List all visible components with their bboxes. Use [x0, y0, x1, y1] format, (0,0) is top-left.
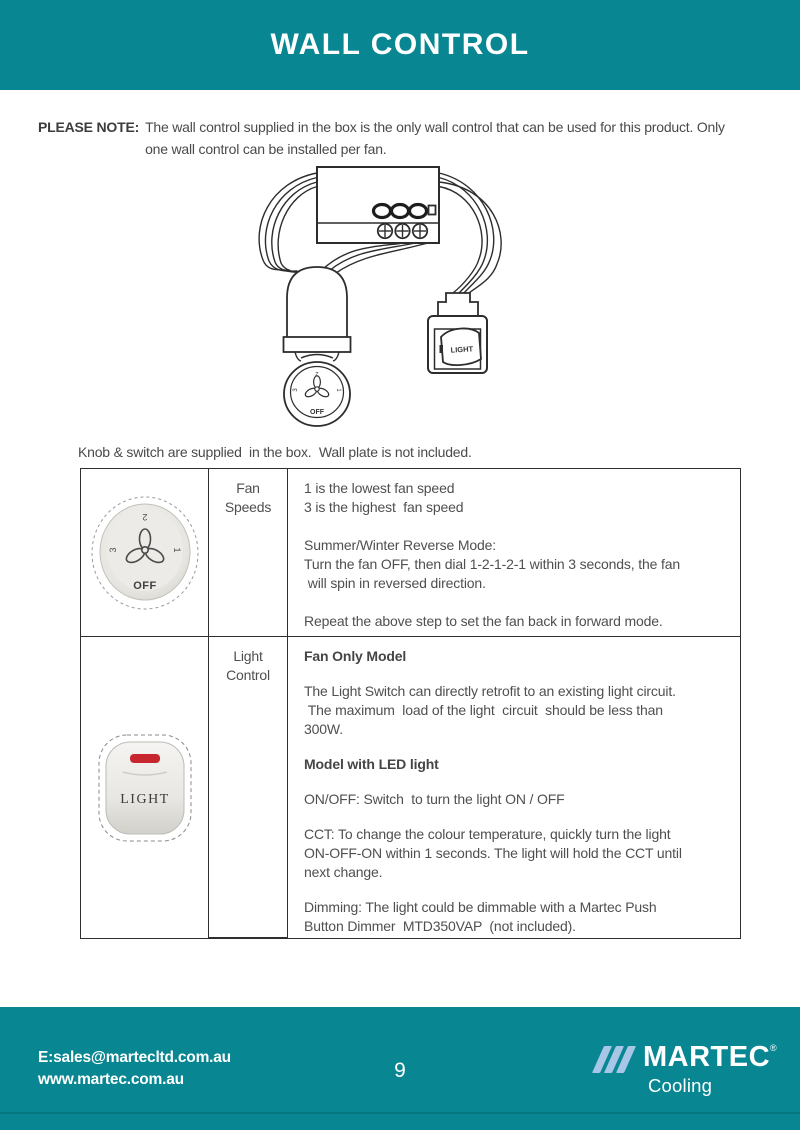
controller-box: [317, 167, 439, 243]
contact-email: E:sales@martecltd.com.au: [38, 1049, 231, 1066]
logo-slashes-icon: [598, 1046, 634, 1073]
light-control-label-cell: [209, 637, 288, 938]
paragraph: [304, 790, 730, 809]
row-label-line: Speeds: [224, 499, 272, 515]
text-line: ON-OFF-ON within 1 seconds. The light will hold the CCT until: [304, 845, 682, 861]
text-line: 300W.: [304, 721, 343, 737]
text-line: 1 is the lowest fan speed: [304, 480, 455, 496]
knob-speed-1: 1: [335, 388, 341, 392]
footer-band: [0, 1007, 800, 1130]
light-control-text-cell: [288, 637, 740, 938]
text-line: will spin in reversed direction.: [304, 575, 486, 591]
paragraph: [304, 825, 730, 882]
light-switch-image-cell: [81, 637, 209, 938]
control-spec-table: [80, 468, 741, 939]
text-line: The maximum load of the light circuit should be less than: [304, 702, 663, 718]
text-line: next change.: [304, 864, 383, 880]
section-heading: Model with LED light: [304, 756, 439, 772]
row-label-line: Control: [226, 667, 270, 683]
paragraph: [304, 536, 730, 593]
fan-knob-image-cell: [81, 469, 209, 637]
logo-subtitle: Cooling: [648, 1075, 713, 1096]
page-title: WALL CONTROL: [270, 28, 530, 61]
footer-divider: [0, 1112, 800, 1114]
switch-light-label: LIGHT: [119, 791, 170, 807]
note-line: The wall control supplied in the box is the only wall control that can be used for this product. Only: [145, 119, 725, 135]
paragraph: [304, 682, 730, 739]
text-line: ON/OFF: Switch to turn the light ON / OFF: [304, 791, 565, 807]
row-label-line: Fan: [236, 480, 260, 496]
martec-logo: [598, 1043, 778, 1097]
fan-knob-photo: [89, 494, 201, 612]
paragraph: [304, 479, 730, 517]
logo-brand-text: MARTEC: [643, 1041, 771, 1073]
knob-speed-3: 3: [107, 546, 118, 553]
page-number: 9: [394, 1059, 406, 1082]
knob-off-label: OFF: [310, 409, 324, 416]
text-line: Button Dimmer MTD350VAP (not included).: [304, 918, 576, 934]
note-label: PLEASE NOTE:: [38, 119, 140, 135]
fan-speeds-text-cell: [288, 469, 740, 637]
section-heading: Fan Only Model: [304, 648, 407, 664]
knob-speed-3: 3: [293, 388, 299, 392]
text-line: 3 is the highest fan speed: [304, 499, 464, 515]
switch-light-label: LIGHT: [450, 344, 474, 355]
wall-control-wiring-diagram: [250, 160, 552, 452]
text-line: Repeat the above step to set the fan back in forward mode.: [304, 613, 663, 629]
text-line: Summer/Winter Reverse Mode:: [304, 537, 497, 553]
supply-caption: Knob & switch are supplied in the box. Wall plate is not included.: [78, 444, 472, 460]
knob-speed-2: 2: [315, 370, 319, 376]
knob-speed-2: 2: [141, 511, 148, 522]
text-line: Turn the fan OFF, then dial 1-2-1-2-1 within 3 seconds, the fan: [304, 556, 681, 572]
note-text: [145, 116, 725, 160]
fan-speeds-label-cell: [209, 469, 288, 637]
please-note: [38, 116, 780, 160]
text-line: The Light Switch can directly retrofit to an existing light circuit.: [304, 683, 676, 699]
text-line: CCT: To change the colour temperature, quickly turn the light: [304, 826, 671, 842]
header-band: [0, 0, 800, 90]
contact-website: www.martec.com.au: [38, 1071, 184, 1088]
switch-indicator: [130, 754, 160, 763]
text-line: Dimming: The light could be dimmable with a Martec Push: [304, 899, 657, 915]
paragraph: [304, 898, 730, 936]
light-switch-drawing: [428, 293, 487, 373]
registered-mark: ®: [770, 1043, 777, 1053]
knob-off-label: OFF: [132, 579, 157, 592]
paragraph: [304, 612, 730, 631]
row-label-line: Light: [233, 648, 263, 664]
knob-speed-1: 1: [171, 546, 182, 553]
fan-speed-knob-drawing: [284, 267, 351, 426]
light-switch-photo: [95, 730, 195, 846]
note-line: one wall control can be installed per fan.: [145, 141, 387, 157]
